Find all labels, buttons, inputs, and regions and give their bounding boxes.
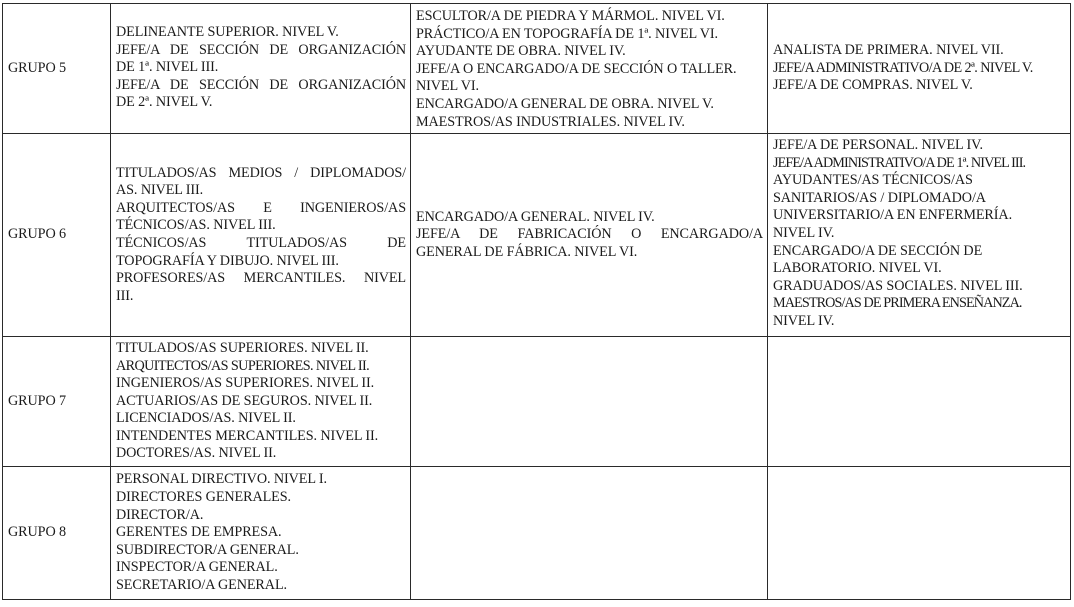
cell-line: MAESTROS/AS DE PRIMERA ENSEÑANZA. (773, 295, 1022, 312)
cell-line: III. (116, 287, 134, 304)
cell-line: PROFESORES/AS MERCANTILES. NIVEL (116, 270, 406, 287)
job-groups-table (2, 3, 1071, 600)
cell-line: LABORATORIO. NIVEL VI. (773, 260, 942, 277)
cell-line: TÉCNICOS/AS TITULADOS/AS DE (116, 235, 406, 251)
table-row-grupo-7 (3, 337, 1071, 467)
cell-col1 (111, 337, 411, 467)
cell-line: SANITARIOS/AS / DIPLOMADO/A (773, 189, 986, 206)
cell-line: PERSONAL DIRECTIVO. NIVEL I. (116, 471, 327, 488)
table-row-grupo-6 (3, 134, 1071, 337)
cell-line: JEFE/A O ENCARGADO/A DE SECCIÓN O TALLER. (416, 60, 737, 77)
cell-line: DIRECTOR/A. (116, 506, 204, 523)
cell-line: LICENCIADOS/AS. NIVEL II. (116, 410, 296, 427)
cell-line: AYUDANTES/AS TÉCNICOS/AS (773, 172, 973, 189)
group-label: GRUPO 7 (3, 337, 111, 467)
cell-line: NIVEL VI. (416, 78, 479, 95)
table-row-grupo-5 (3, 4, 1071, 134)
cell-line: DE 2ª. NIVEL V. (116, 94, 213, 111)
cell-line: DOCTORES/AS. NIVEL II. (116, 445, 277, 462)
cell-line: ACTUARIOS/AS DE SEGUROS. NIVEL II. (116, 392, 373, 409)
cell-line: TOPOGRAFÍA Y DIBUJO. NIVEL III. (116, 252, 339, 269)
cell-col3 (768, 134, 1071, 337)
cell-line: DELINEANTE SUPERIOR. NIVEL V. (116, 24, 339, 40)
cell-line: JEFE/A ADMINISTRATIVO/A DE 1ª. NIVEL III. (773, 154, 1026, 171)
cell-col2 (411, 4, 768, 134)
cell-line: SUBDIRECTOR/A GENERAL. (116, 541, 299, 558)
cell-line: GENERAL DE FÁBRICA. NIVEL VI. (416, 243, 638, 260)
cell-line: DE 1ª. NIVEL III. (116, 59, 219, 76)
cell-col1 (111, 134, 411, 337)
cell-line: NIVEL IV. (773, 224, 835, 241)
cell-line: UNIVERSITARIO/A EN ENFERMERÍA. (773, 207, 1013, 224)
cell-line: INTENDENTES MERCANTILES. NIVEL II. (116, 427, 379, 444)
cell-col3-empty (768, 467, 1071, 600)
cell-line: ENCARGADO/A DE SECCIÓN DE (773, 242, 983, 259)
cell-col1 (111, 467, 411, 600)
cell-line: TITULADOS/AS MEDIOS / DIPLOMADOS/ (116, 164, 406, 181)
cell-line: SECRETARIO/A GENERAL. (116, 576, 287, 593)
cell-line: JEFE/A DE COMPRAS. NIVEL V. (773, 77, 973, 94)
cell-line: INGENIEROS/AS SUPERIORES. NIVEL II. (116, 375, 375, 392)
cell-line: DIRECTORES GENERALES. (116, 489, 291, 506)
table-row-grupo-8 (3, 467, 1071, 600)
cell-line: ARQUITECTOS/AS SUPERIORES. NIVEL II. (116, 357, 370, 374)
cell-line: ANALISTA DE PRIMERA. NIVEL VII. (773, 42, 1004, 58)
cell-line: AYUDANTE DE OBRA. NIVEL IV. (416, 43, 626, 60)
cell-line: TÉCNICOS/AS. NIVEL III. (116, 217, 276, 234)
cell-line: JEFE/A DE FABRICACIÓN O ENCARGADO/A (416, 226, 763, 243)
cell-line: JEFE/A ADMINISTRATIVO/A DE 2ª. NIVEL V. (773, 59, 1033, 76)
cell-line: JEFE/A DE SECCIÓN DE ORGANIZACIÓN (116, 41, 406, 58)
cell-col2 (411, 134, 768, 337)
cell-col1 (111, 4, 411, 134)
cell-line: AS. NIVEL III. (116, 182, 204, 199)
cell-line: JEFE/A DE SECCIÓN DE ORGANIZACIÓN (116, 76, 406, 93)
group-label: GRUPO 6 (3, 134, 111, 337)
cell-col2-empty (411, 337, 768, 467)
cell-line: PRÁCTICO/A EN TOPOGRAFÍA DE 1ª. NIVEL VI. (416, 25, 718, 42)
cell-line: JEFE/A DE PERSONAL. NIVEL IV. (773, 137, 983, 153)
cell-line: INSPECTOR/A GENERAL. (116, 559, 278, 576)
group-label: GRUPO 5 (3, 4, 111, 134)
cell-line: ENCARGADO/A GENERAL. NIVEL IV. (416, 208, 655, 225)
cell-line: GRADUADOS/AS SOCIALES. NIVEL III. (773, 277, 1023, 294)
cell-line: MAESTROS/AS INDUSTRIALES. NIVEL IV. (416, 113, 685, 130)
cell-line: GERENTES DE EMPRESA. (116, 524, 282, 541)
cell-line: NIVEL IV. (773, 312, 835, 329)
cell-line: ARQUITECTOS/AS E INGENIEROS/AS (116, 199, 406, 216)
cell-line: TITULADOS/AS SUPERIORES. NIVEL II. (116, 339, 369, 356)
cell-col3-empty (768, 337, 1071, 467)
cell-line: ENCARGADO/A GENERAL DE OBRA. NIVEL V. (416, 95, 714, 112)
cell-col3 (768, 4, 1071, 134)
cell-line: ESCULTOR/A DE PIEDRA Y MÁRMOL. NIVEL VI. (416, 8, 725, 24)
cell-col2-empty (411, 467, 768, 600)
group-label: GRUPO 8 (3, 467, 111, 600)
